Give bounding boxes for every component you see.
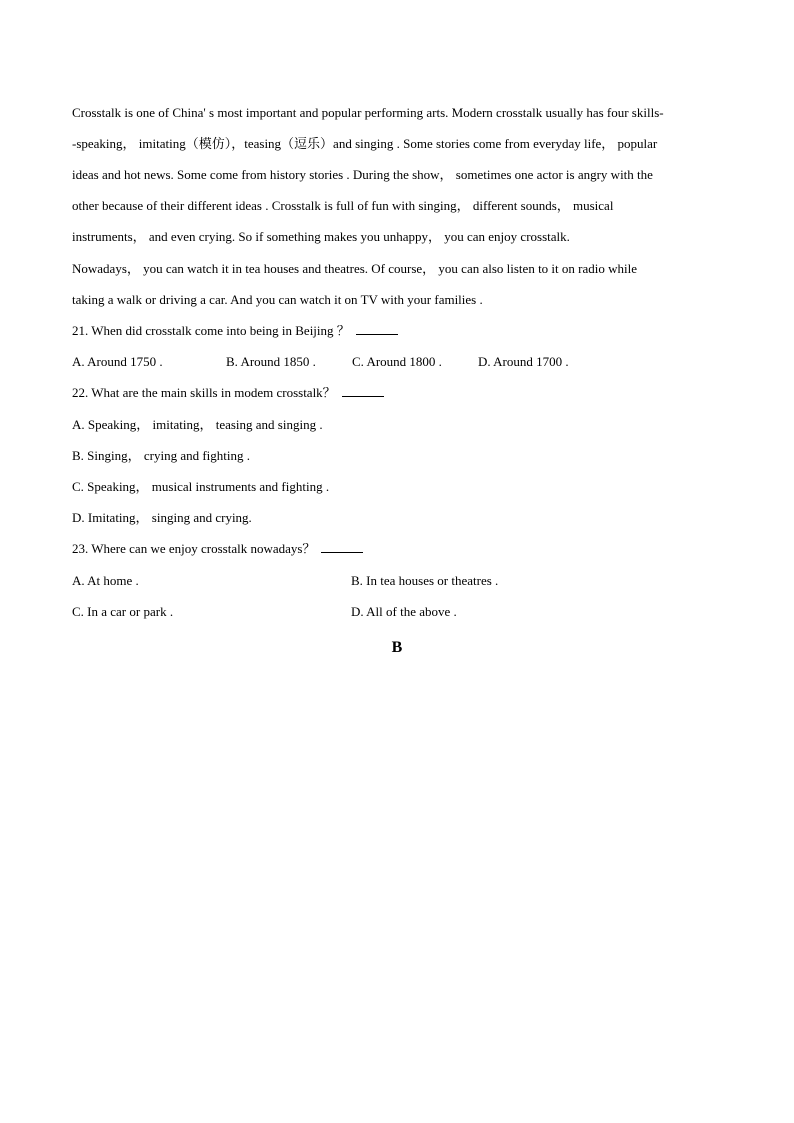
passage-line-4: other because of their different ideas . Crosstalk is full of fun with singing， different sounds， musical [72,198,614,213]
question-21 [72,322,398,340]
q22-option-b[interactable]: B. Singing， crying and fighting . [72,448,251,463]
q22-option-d[interactable]: D. Imitating， singing and crying. [72,510,252,525]
q22-option-a[interactable]: A. Speaking， imitating， teasing and singing . [72,417,323,432]
question-21-stem: 21. When did crosstalk come into being in Beijing ？ [72,323,350,338]
q21-option-a[interactable]: A. Around 1750 . [72,354,163,369]
passage-line-7: taking a walk or driving a car. And you can watch it on TV with your families . [72,292,483,307]
question-23 [72,540,363,558]
q21-option-b[interactable]: B. Around 1850 . [226,354,316,369]
q23-option-c[interactable]: C. In a car or park . [72,604,174,619]
answer-blank-23[interactable] [321,540,363,553]
q23-option-b[interactable]: B. In tea houses or theatres . [351,573,499,588]
passage-line-3: ideas and hot news. Some come from history stories . During the show， sometimes one actor is angry with the [72,167,653,182]
q21-option-d[interactable]: D. Around 1700 . [478,354,569,369]
q21-option-c[interactable]: C. Around 1800 . [352,354,442,369]
question-22-stem: 22. What are the main skills in modem crosstalk？ [72,385,336,400]
section-heading: B [391,639,403,656]
q23-option-d[interactable]: D. All of the above . [351,604,457,619]
answer-blank-22[interactable] [342,384,384,397]
q23-option-a[interactable]: A. At home . [72,573,139,588]
passage-line-1: Crosstalk is one of China' s most important and popular performing arts. Modern crosstalk usually has four skills- [72,105,664,120]
passage-line-6: Nowadays， you can watch it in tea houses and theatres. Of course， you can also listen to it on radio while [72,261,637,276]
question-23-stem: 23. Where can we enjoy crosstalk nowadays？ [72,541,316,556]
passage-line-5: instruments， and even crying. So if something makes you unhappy， you can enjoy crosstalk. [72,229,570,244]
question-22 [72,384,384,402]
answer-blank-21[interactable] [356,322,398,335]
passage-line-2: -speaking， imitating（模仿），teasing（逗乐）and singing . Some stories come from everyday life， popular [72,136,658,151]
q22-option-c[interactable]: C. Speaking， musical instruments and fighting . [72,479,330,494]
